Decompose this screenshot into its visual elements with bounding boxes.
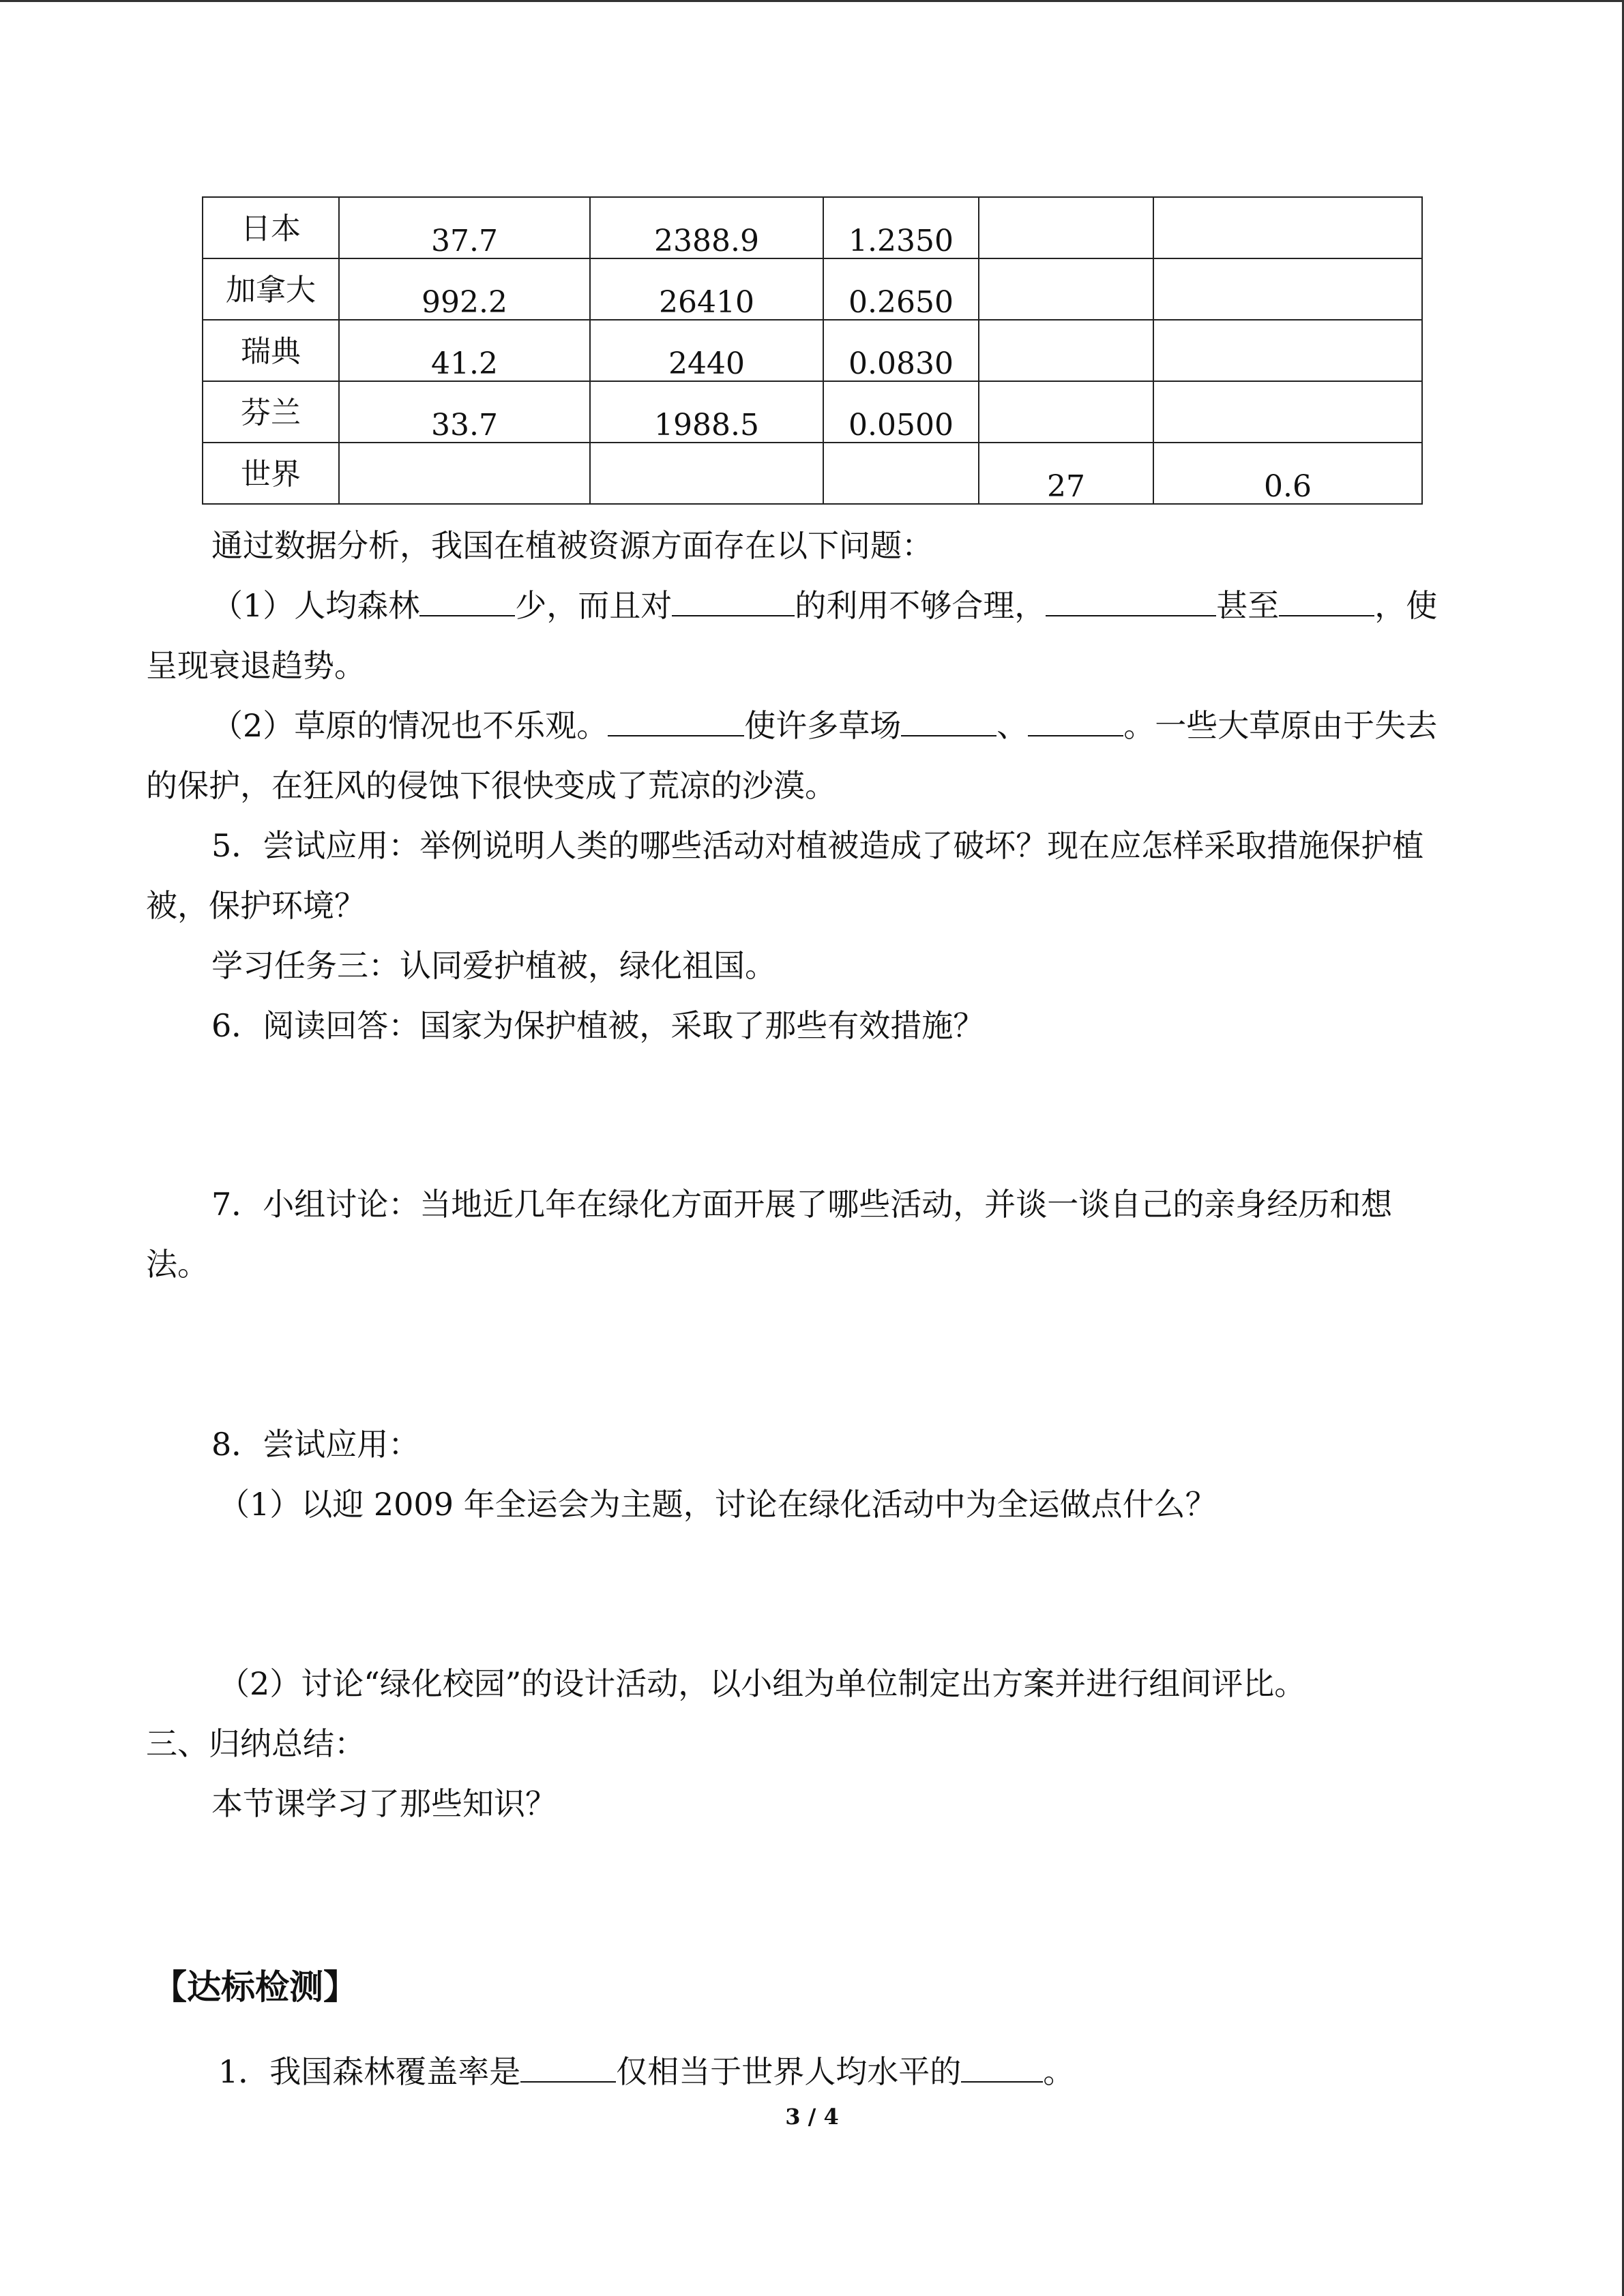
table-cell: 世界 — [203, 443, 339, 504]
summary-question: 本节课学习了那些知识？ — [211, 1785, 557, 1822]
question-5-line2: 被，保护环境？ — [146, 887, 366, 924]
question-8-2: （2）讨论“绿化校园”的设计活动，以小组为单位制定出方案并进行组间评比。 — [218, 1665, 1306, 1702]
table-cell: 日本 — [203, 197, 339, 258]
table-row — [203, 443, 1422, 504]
table-row — [203, 381, 1422, 443]
table-cell — [1153, 258, 1422, 320]
question-8: 8．尝试应用： — [211, 1426, 420, 1463]
problem-2-line2: 的保护，在狂风的侵蚀下很快变成了荒凉的沙漠。 — [146, 767, 836, 804]
problem-1-line: （1）人均森林 少，而且对 的利用不够合理， 甚至 ，使 — [211, 587, 1438, 624]
problem-1-line2: 呈现衰退趋势。 — [146, 647, 366, 684]
answer-blank[interactable] — [672, 588, 795, 616]
page-top-border — [0, 0, 1624, 2]
table-cell: 0.0830 — [823, 320, 979, 381]
question-5: 5．尝试应用：举例说明人类的哪些活动对植被造成了破坏？现在应怎样采取措施保护植 — [211, 827, 1424, 864]
table-cell: 1.2350 — [823, 197, 979, 258]
table-cell: 992.2 — [339, 258, 590, 320]
table-cell: 0.0500 — [823, 381, 979, 443]
table-cell — [1153, 320, 1422, 381]
problem-2-line: （2）草原的情况也不乐观。 使许多草场 、 。一些大草原由于失去 — [211, 707, 1438, 744]
analysis-intro: 通过数据分析，我国在植被资源方面存在以下问题： — [211, 527, 933, 564]
table-cell: 27 — [979, 443, 1153, 504]
table-cell: 0.6 — [1153, 443, 1422, 504]
table-row — [203, 320, 1422, 381]
question-7-line2: 法。 — [146, 1246, 209, 1283]
question-7: 7．小组讨论：当地近几年在绿化方面开展了哪些活动，并谈一谈自己的亲身经历和想 — [211, 1186, 1393, 1223]
answer-blank[interactable] — [608, 708, 744, 736]
table-row — [203, 197, 1422, 258]
table-cell — [823, 443, 979, 504]
question-6: 6．阅读回答：国家为保护植被，采取了那些有效措施？ — [211, 1007, 985, 1044]
page-number: 3 / 4 — [785, 2104, 839, 2130]
forest-data-table — [202, 196, 1423, 505]
answer-blank[interactable] — [901, 708, 996, 736]
table-cell: 26410 — [590, 258, 823, 320]
learning-task-3: 学习任务三：认同爱护植被，绿化祖国。 — [211, 947, 776, 984]
answer-blank[interactable] — [520, 2054, 616, 2083]
table-cell: 33.7 — [339, 381, 590, 443]
answer-blank[interactable] — [1279, 588, 1374, 616]
table-row — [203, 258, 1422, 320]
table-cell: 加拿大 — [203, 258, 339, 320]
table-cell: 2388.9 — [590, 197, 823, 258]
table-cell — [979, 197, 1153, 258]
table-cell — [1153, 381, 1422, 443]
table-cell: 0.2650 — [823, 258, 979, 320]
table-cell: 芬兰 — [203, 381, 339, 443]
answer-blank[interactable] — [961, 2054, 1043, 2083]
answer-blank[interactable] — [419, 588, 515, 616]
table-cell: 1988.5 — [590, 381, 823, 443]
table-cell — [979, 381, 1153, 443]
check-question-1: 1．我国森林覆盖率是 仅相当于世界人均水平的 。 — [218, 2053, 1075, 2090]
table-cell — [1153, 197, 1422, 258]
section-summary-heading: 三、归纳总结： — [146, 1725, 366, 1762]
table-cell: 瑞典 — [203, 320, 339, 381]
question-8-1: （1）以迎 2009 年全运会为主题，讨论在绿化活动中为全运做点什么？ — [218, 1486, 1217, 1523]
table-cell — [339, 443, 590, 504]
table-cell — [979, 320, 1153, 381]
table-cell: 2440 — [590, 320, 823, 381]
table-cell — [590, 443, 823, 504]
answer-blank[interactable] — [1028, 708, 1123, 736]
table-cell — [979, 258, 1153, 320]
table-cell: 37.7 — [339, 197, 590, 258]
check-section-heading: 【达标检测】 — [153, 1967, 357, 2007]
answer-blank[interactable] — [1046, 588, 1216, 616]
table-cell: 41.2 — [339, 320, 590, 381]
